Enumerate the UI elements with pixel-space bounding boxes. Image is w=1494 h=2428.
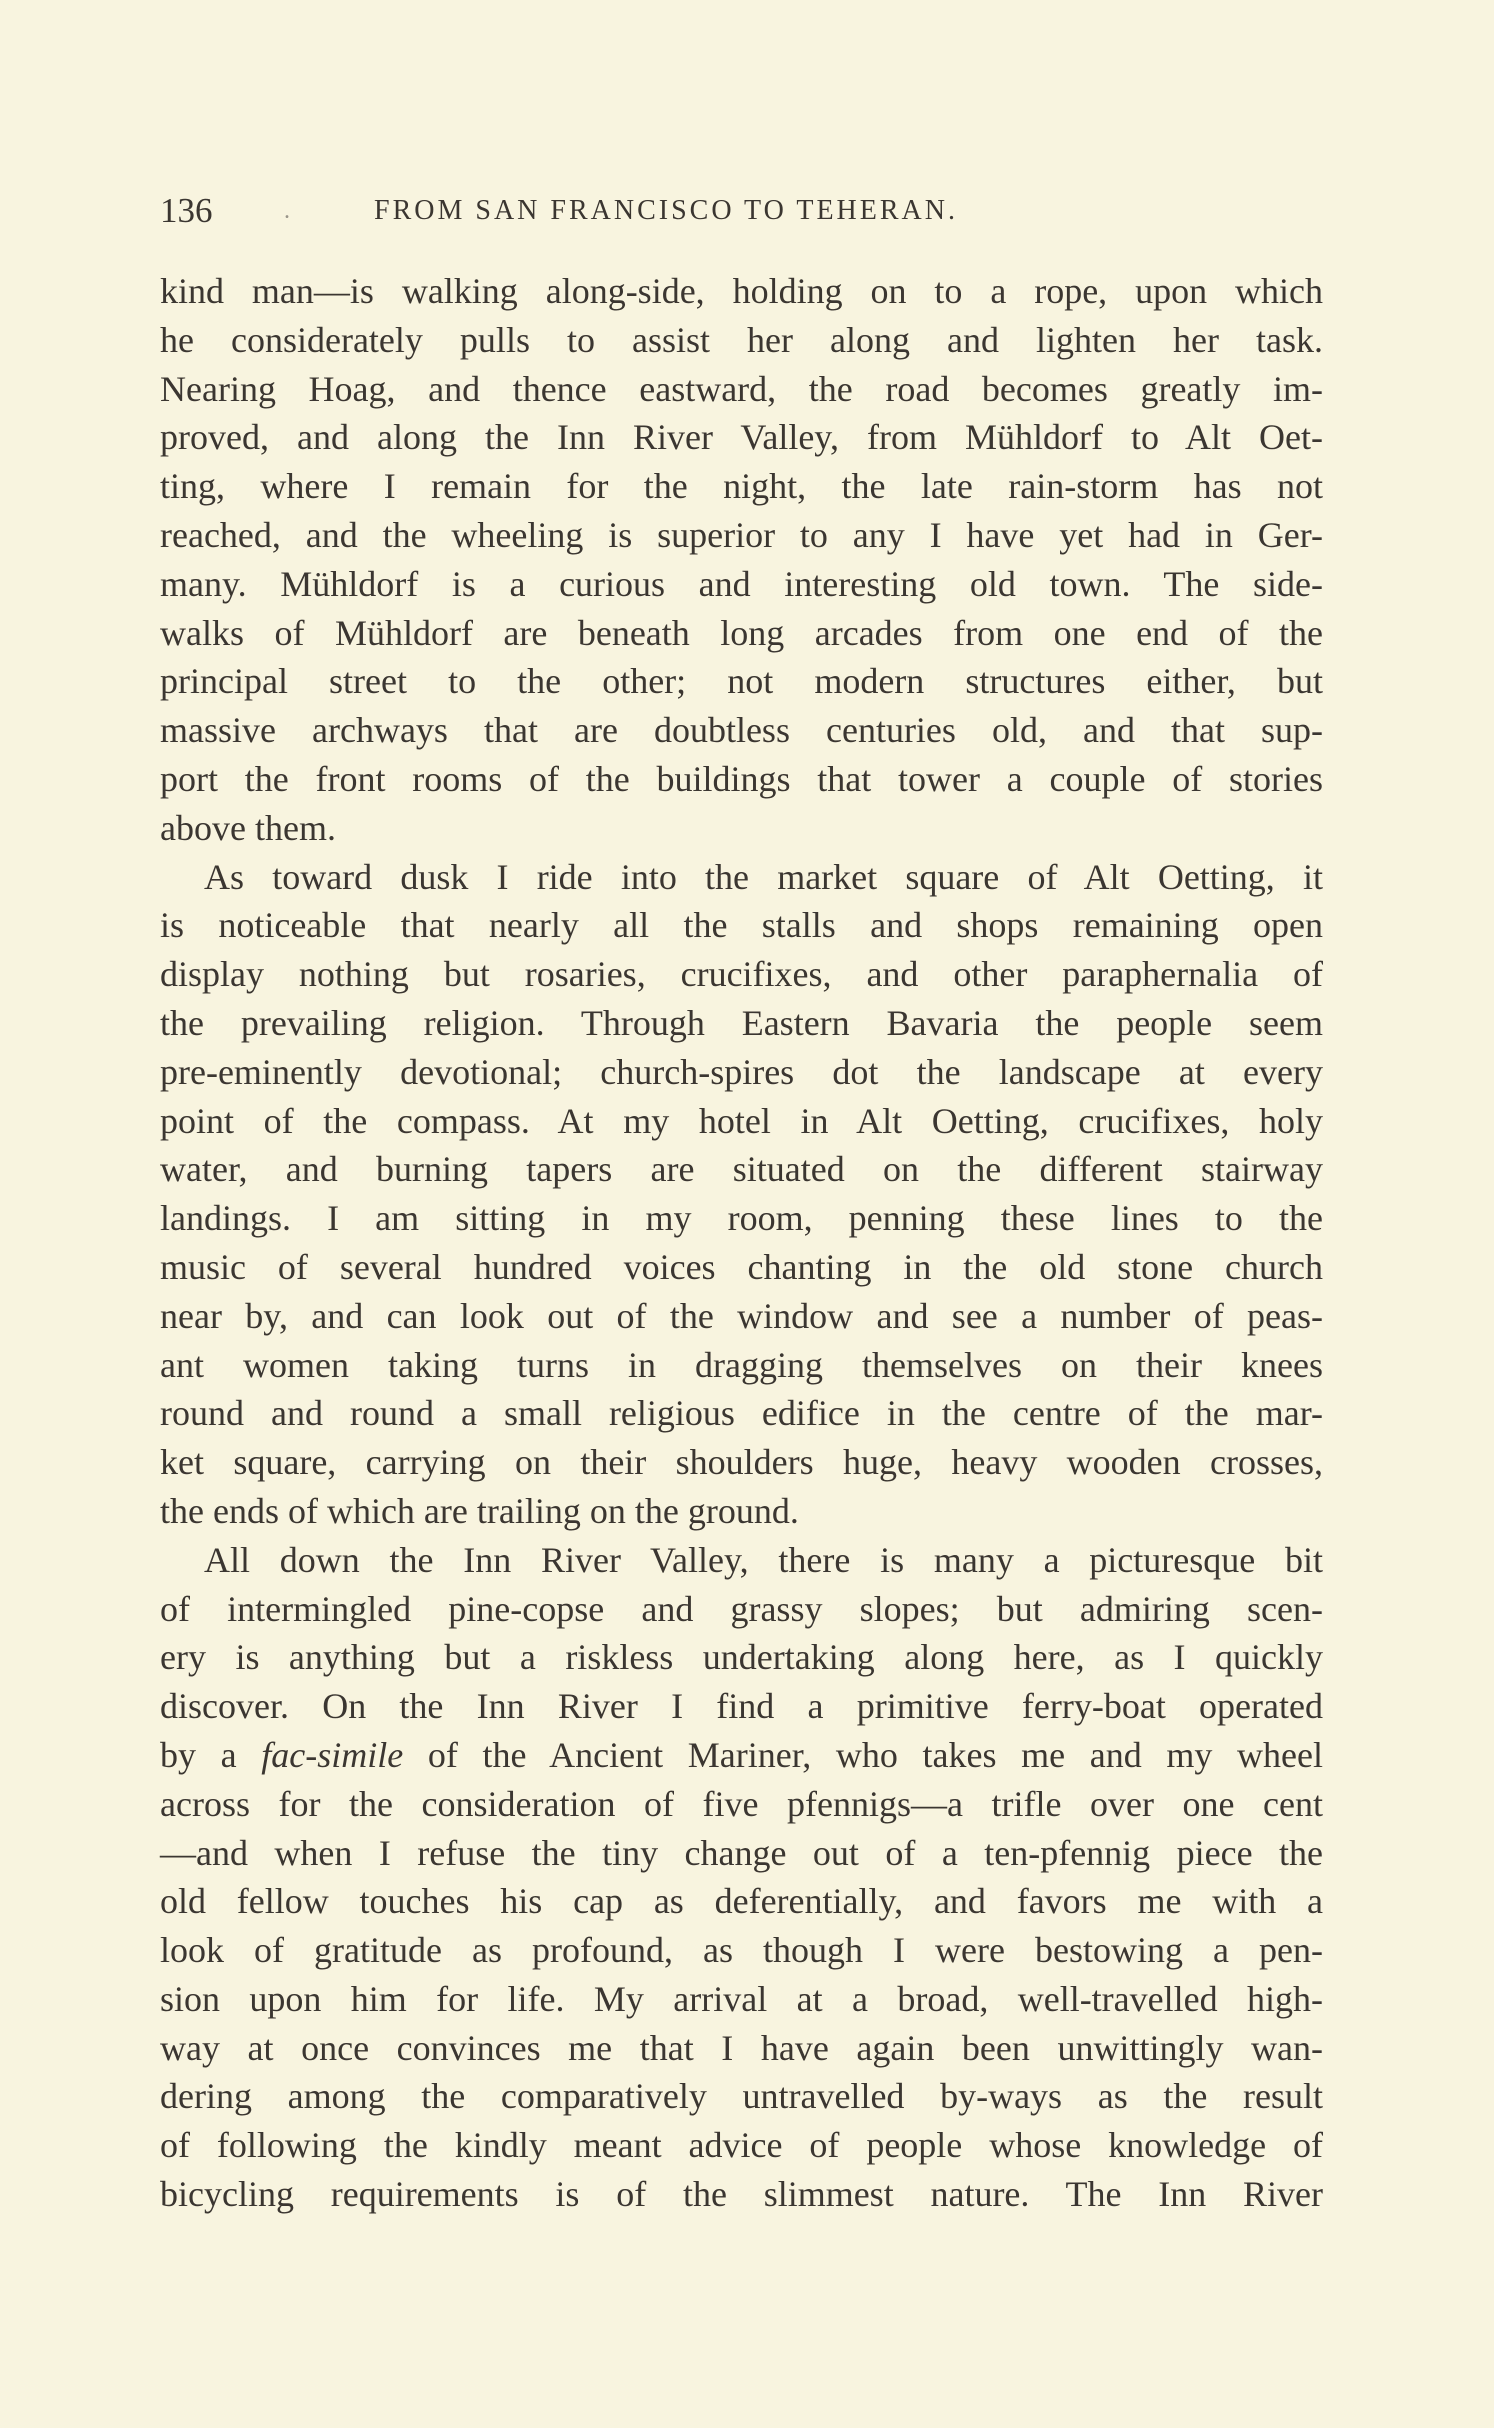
page-number: 136 [160, 191, 213, 230]
text-line: walks of Mühldorf are beneath long arcades from one end of the [160, 612, 1323, 653]
text-line: the ends of which are trailing on the ground. [160, 1490, 799, 1531]
text-segment: of the Ancient Mariner, who takes me and my wheel [403, 1734, 1323, 1775]
text-line: look of gratitude as profound, as though I were bestowing a pen- [160, 1930, 1323, 1971]
text-segment: by a [160, 1734, 262, 1775]
text-line: is noticeable that nearly all the stalls and shops remaining open [160, 905, 1323, 946]
text-line: round and round a small religious edifice in the centre of the mar- [160, 1393, 1323, 1434]
text-line: proved, and along the Inn River Valley, from Mühldorf to Alt Oet- [160, 417, 1323, 458]
text-line: pre-eminently devotional; church-spires dot the landscape at every [160, 1051, 1323, 1092]
text-line: All down the Inn River Valley, there is many a picturesque bit [204, 1539, 1323, 1580]
text-line: many. Mühldorf is a curious and interesting old town. The side- [160, 563, 1323, 604]
text-line: of following the kindly meant advice of people whose knowledge of [160, 2125, 1323, 2166]
text-line: ting, where I remain for the night, the late rain-storm has not [160, 466, 1323, 507]
header-separator: . [284, 198, 290, 224]
text-line: sion upon him for life. My arrival at a broad, well-travelled high- [160, 1978, 1323, 2019]
text-line: point of the compass. At my hotel in Alt Oetting, crucifixes, holy [160, 1100, 1323, 1141]
italic-phrase: fac-simile [261, 1734, 404, 1775]
text-line: ery is anything but a riskless undertaking along here, as I quickly [160, 1637, 1323, 1678]
text-line: of intermingled pine-copse and grassy slopes; but admiring scen- [160, 1588, 1323, 1629]
text-line [160, 1731, 1323, 1780]
text-line: across for the consideration of five pfennigs—a trifle over one cent [160, 1783, 1323, 1824]
text-line: he considerately pulls to assist her along and lighten her task. [160, 319, 1323, 360]
text-line: way at once convinces me that I have again been unwittingly wan- [160, 2027, 1323, 2068]
running-header [160, 186, 1323, 236]
text-line: discover. On the Inn River I find a primitive ferry-boat operated [160, 1686, 1323, 1727]
text-line: massive archways that are doubtless centuries old, and that sup- [160, 710, 1323, 751]
text-line: water, and burning tapers are situated on the different stairway [160, 1149, 1323, 1190]
text-line: —and when I refuse the tiny change out of a ten-pfennig piece the [160, 1832, 1323, 1873]
text-line: the prevailing religion. Through Eastern Bavaria the people seem [160, 1002, 1323, 1043]
text-line: near by, and can look out of the window and see a number of peas- [160, 1295, 1323, 1336]
text-line: ket square, carrying on their shoulders huge, heavy wooden crosses, [160, 1442, 1323, 1483]
text-line: Nearing Hoag, and thence eastward, the road becomes greatly im- [160, 368, 1323, 409]
text-line: port the front rooms of the buildings that tower a couple of stories [160, 758, 1323, 799]
text-line: bicycling requirements is of the slimmest nature. The Inn River [160, 2174, 1323, 2215]
text-line: ant women taking turns in dragging themselves on their knees [160, 1344, 1323, 1385]
text-line: display nothing but rosaries, crucifixes, and other paraphernalia of [160, 954, 1323, 995]
text-line: kind man—is walking along-side, holding on to a rope, upon which [160, 271, 1323, 311]
text-line: music of several hundred voices chanting in the old stone church [160, 1246, 1323, 1287]
text-line: landings. I am sitting in my room, penning these lines to the [160, 1198, 1323, 1239]
text-line: principal street to the other; not modern structures either, but [160, 661, 1323, 702]
body-text [160, 267, 1323, 2219]
text-line: reached, and the wheeling is superior to any I have yet had in Ger- [160, 514, 1323, 555]
text-line: As toward dusk I ride into the market square of Alt Oetting, it [204, 856, 1323, 897]
text-line: above them. [160, 807, 336, 848]
text-line: old fellow touches his cap as deferentially, and favors me with a [160, 1881, 1323, 1922]
text-line: dering among the comparatively untravelled by-ways as the result [160, 2076, 1323, 2117]
running-title: FROM SAN FRANCISCO TO TEHERAN. [374, 195, 958, 226]
